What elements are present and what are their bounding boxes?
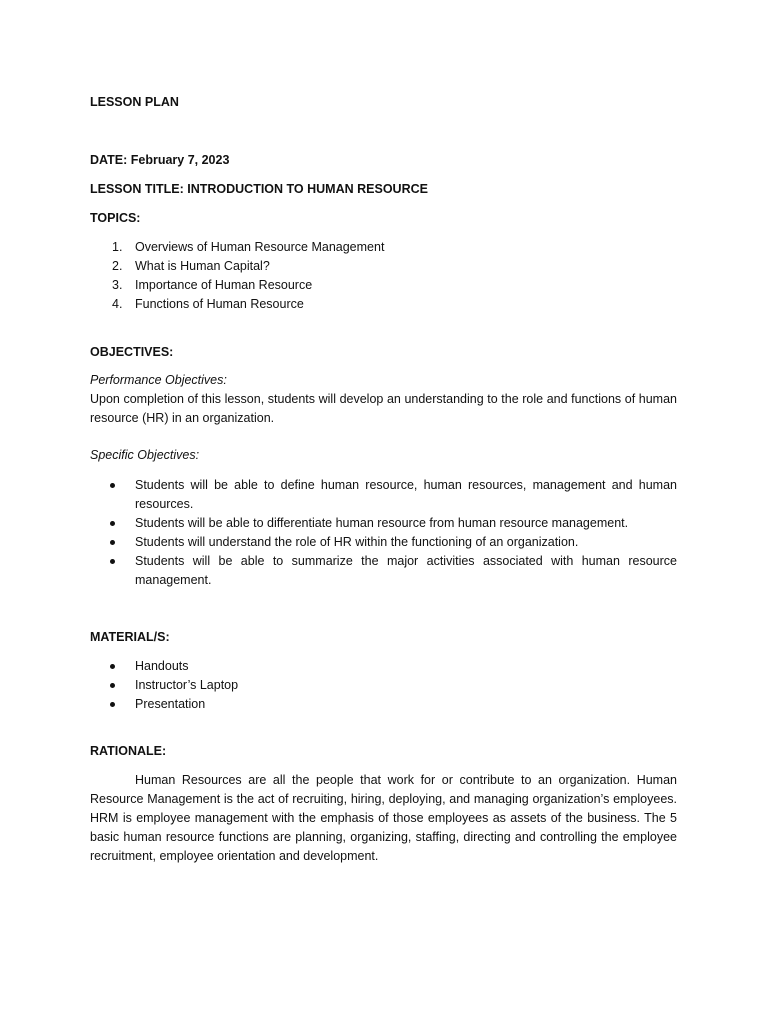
bullet-icon xyxy=(110,702,115,707)
materials-list xyxy=(90,657,677,714)
bullet-icon xyxy=(110,664,115,669)
document-page xyxy=(90,0,677,1024)
list-item xyxy=(90,238,677,257)
lesson-title: LESSON TITLE: INTRODUCTION TO HUMAN RESOURCE xyxy=(90,182,428,196)
list-item-text: Importance of Human Resource xyxy=(135,278,313,292)
lesson-date: DATE: February 7, 2023 xyxy=(90,153,230,167)
list-item xyxy=(90,533,677,552)
topics-list xyxy=(90,238,677,314)
list-item-text: Overviews of Human Resource Management xyxy=(135,240,385,254)
performance-objectives-text: Upon completion of this lesson, students will develop an understanding to the role and functions of human resource (HR) in an organization. xyxy=(90,392,677,425)
bullet-icon xyxy=(110,559,115,564)
list-number: 3. xyxy=(112,278,123,292)
list-item-text: Students will understand the role of HR within the functioning of an organization. xyxy=(135,535,579,549)
bullet-icon xyxy=(110,483,115,488)
list-number: 2. xyxy=(112,259,123,273)
list-item-text: What is Human Capital? xyxy=(135,259,270,273)
list-item-text: Functions of Human Resource xyxy=(135,297,304,311)
document-heading: LESSON PLAN xyxy=(90,95,179,109)
list-item xyxy=(90,695,677,714)
list-item xyxy=(90,476,677,514)
list-item-text: Students will be able to define human resource, human resources, management and human resources. xyxy=(135,478,677,511)
specific-objectives-list xyxy=(90,476,677,590)
rationale-label: RATIONALE: xyxy=(90,744,167,758)
list-item-text: Instructor’s Laptop xyxy=(135,678,239,692)
list-item-text: Students will be able to summarize the major activities associated with human resource management. xyxy=(135,554,677,587)
bullet-icon xyxy=(110,540,115,545)
list-item-text: Students will be able to differentiate human resource from human resource management. xyxy=(135,516,629,530)
list-item-text: Presentation xyxy=(135,697,206,711)
materials-label: MATERIAL/S: xyxy=(90,630,170,644)
list-item xyxy=(90,676,677,695)
list-item xyxy=(90,295,677,314)
list-item xyxy=(90,657,677,676)
bullet-icon xyxy=(110,683,115,688)
list-item xyxy=(90,276,677,295)
list-item xyxy=(90,257,677,276)
topics-label: TOPICS: xyxy=(90,211,141,225)
objectives-label: OBJECTIVES: xyxy=(90,345,174,359)
list-number: 4. xyxy=(112,297,123,311)
bullet-icon xyxy=(110,521,115,526)
list-item-text: Handouts xyxy=(135,659,189,673)
list-item xyxy=(90,552,677,590)
list-number: 1. xyxy=(112,240,123,254)
rationale-text: Human Resources are all the people that work for or contribute to an organization. Human Resource Management is the act of recruiting, hiring, deploying, and managing organization’s employees. HRM is employee management with the emphasis of those employees as assets of the business. The 5 basic human resource functions are planning, organizing, staffing, directing and controlling the employee recruitment, employee orientation and development. xyxy=(90,773,677,863)
specific-objectives-label: Specific Objectives: xyxy=(90,448,200,462)
performance-objectives-label: Performance Objectives: xyxy=(90,373,227,387)
list-item xyxy=(90,514,677,533)
